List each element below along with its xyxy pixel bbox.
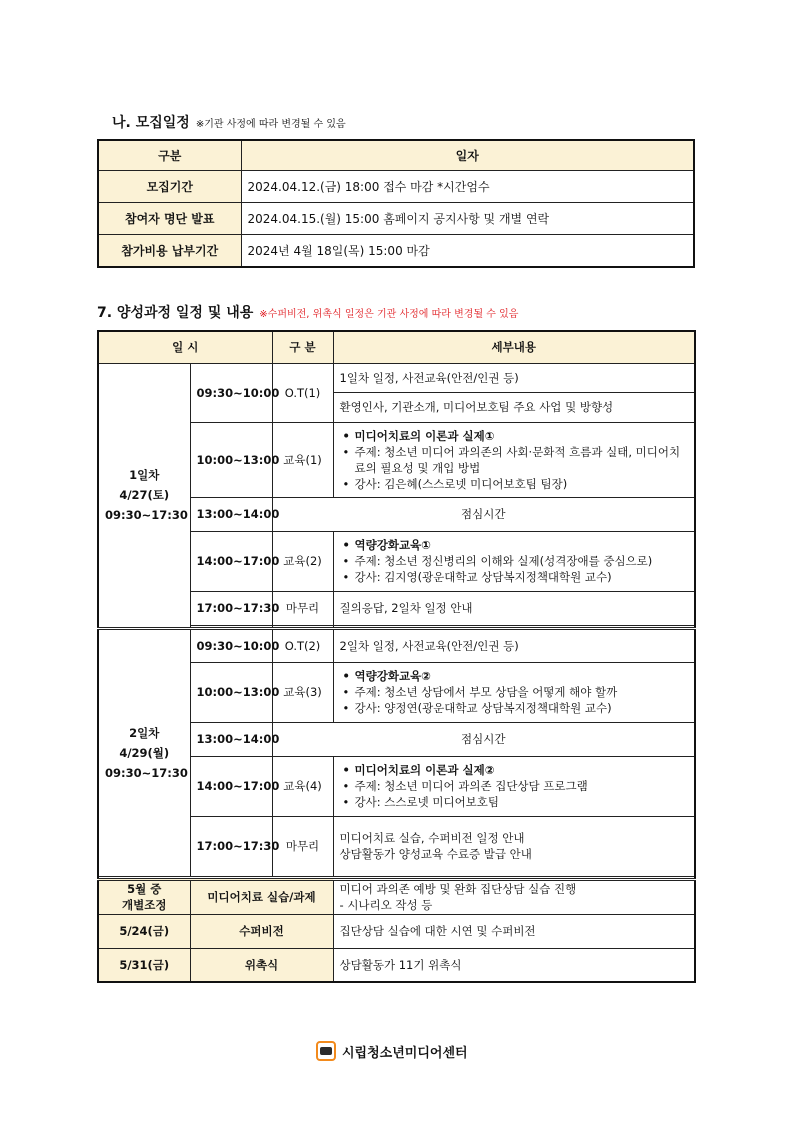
header-date: 일자 xyxy=(241,140,694,171)
time-cell: 10:00~13:00 xyxy=(190,422,272,497)
time-cell: 09:30~10:00 xyxy=(190,628,272,662)
extra-date: 5/24(금) xyxy=(98,914,190,948)
time-cell: 17:00~17:30 xyxy=(190,591,272,625)
lecture-topic: • 주제: 청소년 상담에서 부모 상담을 어떻게 해야 할까 xyxy=(355,684,688,700)
time-cell: 13:00~14:00 xyxy=(190,722,272,756)
lecture-topic: • 주제: 청소년 미디어 과의존의 사회·문화적 흐름과 실태, 미디어치료의 필요성 및 개입 방법 xyxy=(355,444,688,476)
detail-cell: 미디어치료 실습, 수퍼비전 일정 안내 상담활동가 양성교육 수료증 발급 안내 xyxy=(333,816,695,876)
extra-detail: 미디어 과의존 예방 및 완화 집단상담 실습 진행 - 시나리오 작성 등 xyxy=(333,879,695,914)
recruit-schedule-table xyxy=(97,139,695,268)
type-cell: 마무리 xyxy=(272,591,333,625)
extra-detail: 상담활동가 11기 위촉식 xyxy=(333,948,695,982)
table-row xyxy=(98,203,694,235)
extra-type: 미디어치료 실습/과제 xyxy=(190,879,333,914)
detail-cell xyxy=(333,422,695,497)
extra-detail: 집단상담 실습에 대한 시연 및 수퍼비전 xyxy=(333,914,695,948)
type-cell: 교육(1) xyxy=(272,422,333,497)
time-cell: 17:00~17:30 xyxy=(190,816,272,876)
detail-cell xyxy=(333,531,695,591)
extra-date: 5월 중 개별조정 xyxy=(98,879,190,914)
detail-cell: 환영인사, 기관소개, 미디어보호팀 주요 사업 및 방향성 xyxy=(333,392,695,422)
detail-cell: 질의응답, 2일차 일정 안내 xyxy=(333,591,695,625)
lecture-speaker: • 강사: 김지영(광운대학교 상담복지정책대학원 교수) xyxy=(355,569,688,585)
type-cell: 교육(2) xyxy=(272,531,333,591)
org-name: 시립청소년미디어센터 xyxy=(342,1045,468,1061)
time-cell: 13:00~14:00 xyxy=(190,497,272,531)
course-schedule-table xyxy=(97,330,696,983)
lecture-title: • 역량강화교육① xyxy=(355,537,688,553)
recruit-note: ※기관 사정에 따라 변경될 수 있음 xyxy=(195,119,346,130)
extra-type: 위촉식 xyxy=(190,948,333,982)
row-label: 참여자 명단 발표 xyxy=(98,203,241,235)
lunch-cell: 점심시간 xyxy=(272,497,695,531)
header-category: 구분 xyxy=(98,140,241,171)
lecture-speaker: • 강사: 김은혜(스스로넷 미디어보호팀 팀장) xyxy=(355,476,688,492)
type-cell: 교육(4) xyxy=(272,756,333,816)
row-value: 2024년 4월 18일(목) 15:00 마감 xyxy=(241,235,694,268)
table-row xyxy=(98,235,694,268)
type-cell: 교육(3) xyxy=(272,662,333,722)
detail-cell: 2일차 일정, 사전교육(안전/인권 등) xyxy=(333,628,695,662)
detail-cell xyxy=(333,756,695,816)
time-cell: 14:00~17:00 xyxy=(190,531,272,591)
course-section-title: 7. 양성과정 일정 및 내용 ※수퍼비전, 위촉식 일정은 기관 사정에 따라 변경될 수 있음 xyxy=(97,305,519,321)
type-cell: O.T(1) xyxy=(272,363,333,422)
lecture-title: • 미디어치료의 이론과 실제② xyxy=(355,762,688,778)
row-label: 참가비용 납부기간 xyxy=(98,235,241,268)
extra-type: 수퍼비전 xyxy=(190,914,333,948)
lecture-title: • 역량강화교육② xyxy=(355,668,688,684)
row-value: 2024.04.15.(월) 15:00 홈페이지 공지사항 및 개별 연락 xyxy=(241,203,694,235)
recruit-section-title: 나. 모집일정 ※기관 사정에 따라 변경될 수 있음 xyxy=(112,115,346,131)
footer xyxy=(316,1041,468,1061)
header-type: 구 분 xyxy=(272,331,333,363)
time-cell: 14:00~17:00 xyxy=(190,756,272,816)
lecture-speaker: • 강사: 양정연(광운대학교 상담복지정책대학원 교수) xyxy=(355,700,688,716)
day2-label: 2일차 4/29(월) 09:30~17:30 xyxy=(98,628,190,876)
header-detail: 세부내용 xyxy=(333,331,695,363)
row-value: 2024.04.12.(금) 18:00 접수 마감 *시간엄수 xyxy=(241,171,694,203)
lecture-topic: • 주제: 청소년 정신병리의 이해와 실제(성격장애를 중심으로) xyxy=(355,553,688,569)
time-cell: 09:30~10:00 xyxy=(190,363,272,422)
time-cell: 10:00~13:00 xyxy=(190,662,272,722)
table-row xyxy=(98,171,694,203)
lecture-topic: • 주제: 청소년 미디어 과의존 집단상담 프로그램 xyxy=(355,778,688,794)
center-logo-icon xyxy=(316,1041,336,1061)
detail-cell: 1일차 일정, 사전교육(안전/인권 등) xyxy=(333,363,695,392)
day1-label: 1일차 4/27(토) 09:30~17:30 xyxy=(98,363,190,628)
extra-date: 5/31(금) xyxy=(98,948,190,982)
lecture-speaker: • 강사: 스스로넷 미디어보호팀 xyxy=(355,794,688,810)
type-cell: O.T(2) xyxy=(272,628,333,662)
lunch-cell: 점심시간 xyxy=(272,722,695,756)
detail-cell xyxy=(333,662,695,722)
lecture-title: • 미디어치료의 이론과 실제① xyxy=(355,428,688,444)
header-datetime: 일 시 xyxy=(98,331,272,363)
course-note: ※수퍼비전, 위촉식 일정은 기관 사정에 따라 변경될 수 있음 xyxy=(259,309,519,320)
type-cell: 마무리 xyxy=(272,816,333,876)
row-label: 모집기간 xyxy=(98,171,241,203)
